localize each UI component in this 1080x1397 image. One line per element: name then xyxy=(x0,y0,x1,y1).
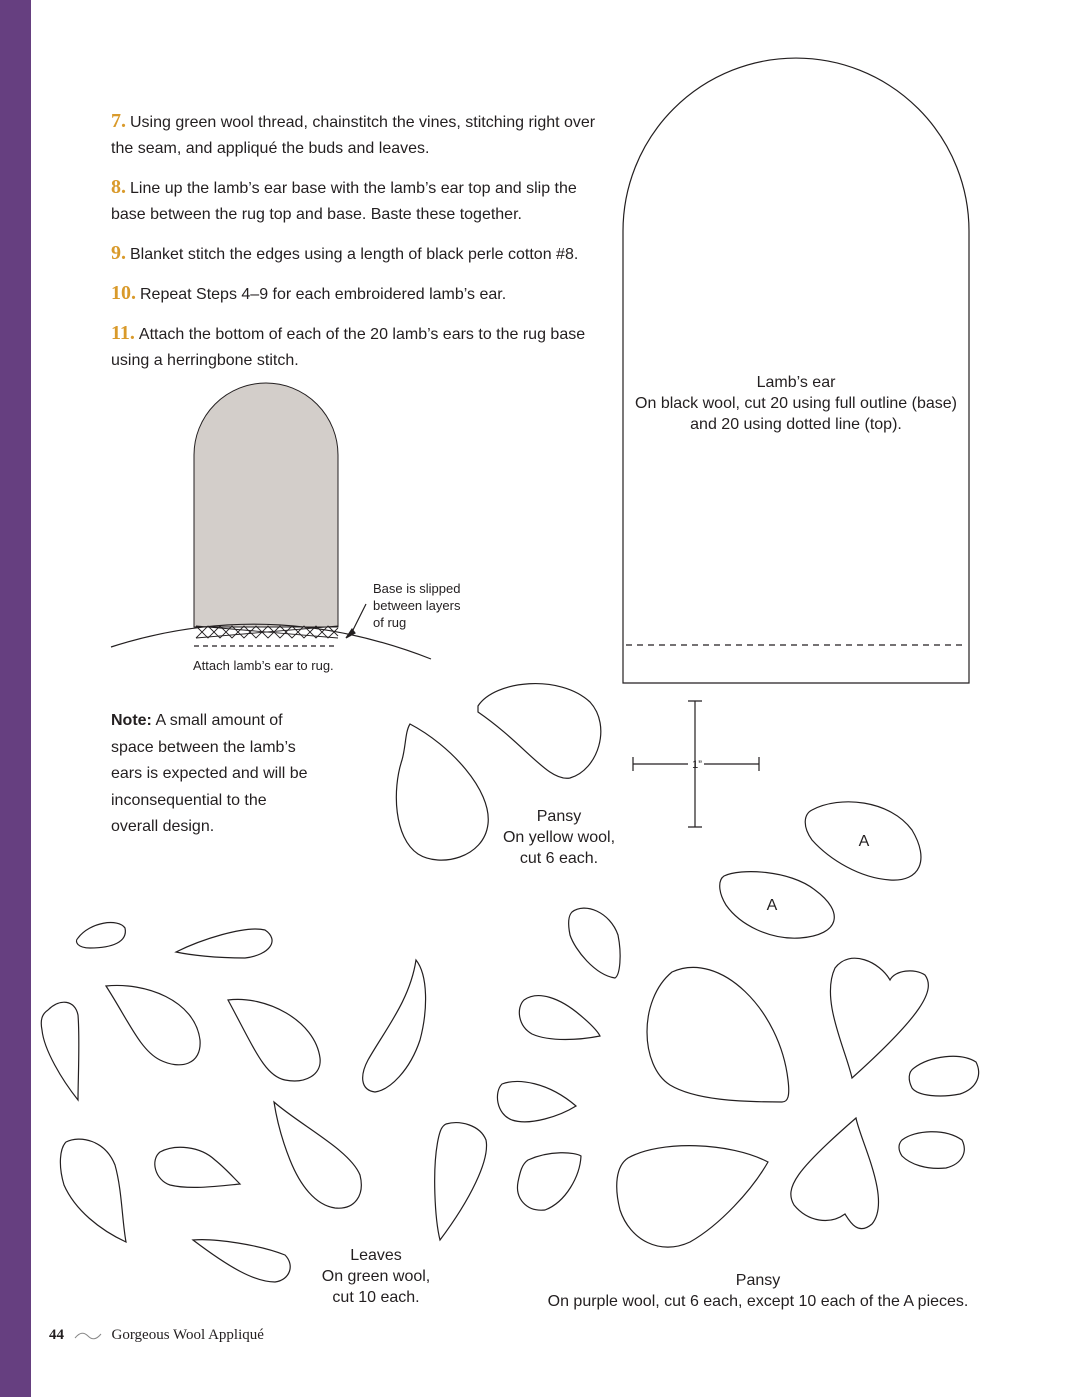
diagram-caption: Attach lamb’s ear to rug. xyxy=(193,658,334,673)
page-number: 44 xyxy=(49,1327,64,1343)
swirl-ornament-icon xyxy=(74,1330,102,1342)
step-7: 7. Using green wool thread, chainstitch the vines, stitching right over the seam, and appliqué the buds and leaves. xyxy=(111,110,596,157)
leaf-5 xyxy=(228,999,320,1081)
leaf-1 xyxy=(77,923,126,948)
leaf-3 xyxy=(41,1002,79,1100)
leaf-4 xyxy=(106,985,200,1064)
step-10: 10. Repeat Steps 4–9 for each embroidered lamb’s ear. xyxy=(111,282,507,304)
pansy-purple-piece-1 xyxy=(569,908,620,978)
piece-a-label-2: A xyxy=(766,897,778,914)
step-8: 8. Line up the lamb’s ear base with the lamb’s ear top and slip the base between the rug top and base. Baste these together. xyxy=(111,176,577,223)
leaf-7 xyxy=(60,1139,126,1242)
pansy-purple-piece-3 xyxy=(497,1082,576,1122)
pansy-purple-piece-6 xyxy=(899,1132,964,1169)
leaf-2 xyxy=(176,929,272,958)
pansy-yellow-piece-crescent xyxy=(478,684,601,779)
pansy-yellow-piece-large xyxy=(396,724,488,860)
scale-label: 1” xyxy=(692,759,702,771)
page-footer xyxy=(49,1327,264,1344)
leaf-8 xyxy=(155,1147,240,1187)
lambs-ear-diagram-shape xyxy=(194,383,338,627)
step-11: 11. Attach the bottom of each of the 20 lamb’s ears to the rug base using a herringbone stitch. xyxy=(111,322,586,369)
pansy-purple-piece-4 xyxy=(518,1153,581,1210)
note: Note: A small amount of space between the lamb’s ears is expected and will be inconsequential to the overall design. xyxy=(111,712,308,835)
lambs-ear-pattern-outline xyxy=(623,58,969,683)
pansy-purple-piece-2 xyxy=(519,996,600,1040)
piece-a-label-1: A xyxy=(858,833,870,850)
herringbone-stitch xyxy=(196,626,338,638)
pansy-purple-heart-2 xyxy=(791,1118,879,1229)
pansy-yellow-label: Pansy On yellow wool, cut 6 each. xyxy=(502,808,616,867)
pansy-purple-piece-large-1 xyxy=(647,967,789,1102)
book-title: Gorgeous Wool Appliqué xyxy=(111,1327,264,1343)
leaf-6 xyxy=(363,960,426,1092)
pansy-purple-piece-5 xyxy=(909,1056,978,1096)
pansy-purple-piece-large-2 xyxy=(617,1146,768,1247)
leaves-label: Leaves On green wool, cut 10 each. xyxy=(321,1247,431,1306)
lambs-ear-label: Lamb’s ear On black wool, cut 20 using full outline (base) and 20 using dotted line (top). xyxy=(635,374,957,433)
leaf-9 xyxy=(274,1102,361,1208)
pansy-purple-label: Pansy On purple wool, cut 6 each, except 10 each of the A pieces. xyxy=(547,1272,969,1310)
leaf-11 xyxy=(435,1123,487,1240)
leaf-10 xyxy=(193,1240,290,1282)
pansy-purple-heart-1 xyxy=(830,958,928,1078)
step-9: 9. Blanket stitch the edges using a length of black perle cotton #8. xyxy=(111,242,579,264)
callout-text: Base is slipped between layers of rug xyxy=(373,581,461,630)
